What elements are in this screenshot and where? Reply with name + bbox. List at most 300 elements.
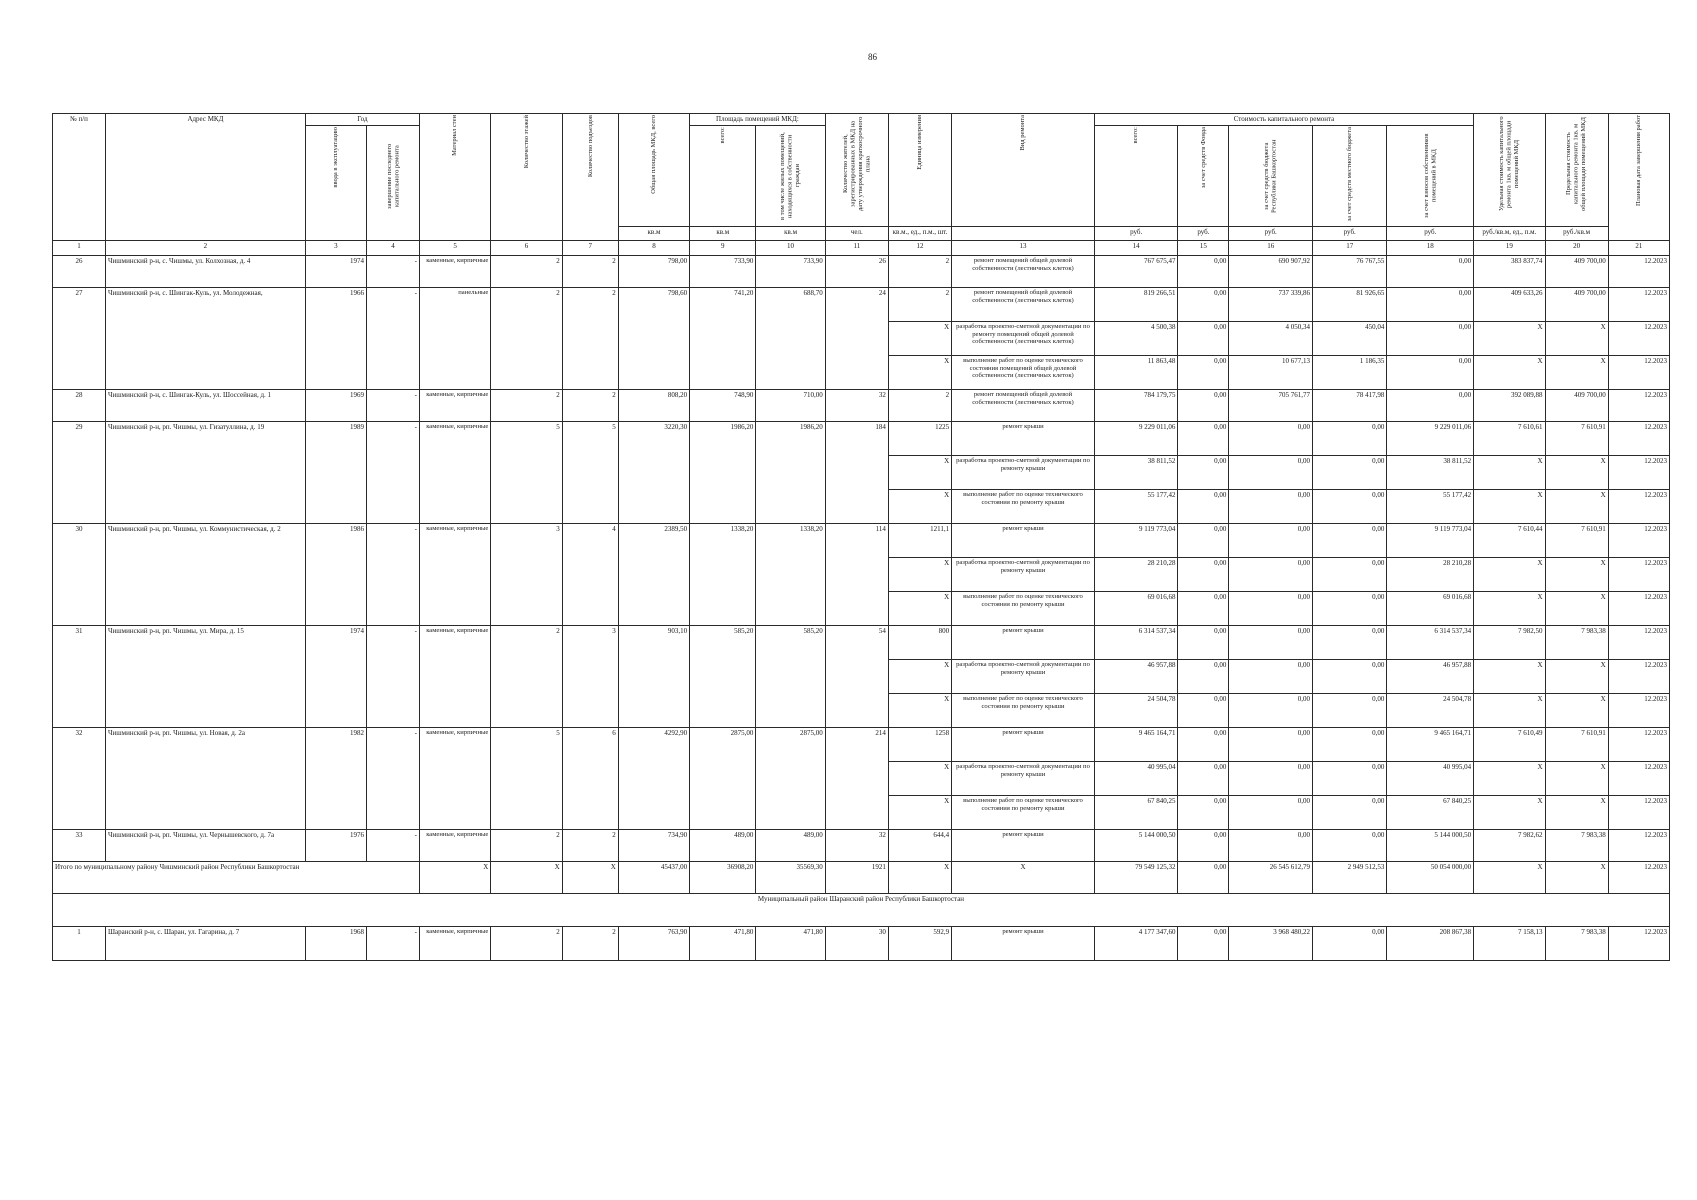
row-material: каменные, кирпичные <box>419 927 490 961</box>
row-address: Чишминский р-н, рп. Чишмы, ул. Гизатуллина, д. 19 <box>106 422 306 524</box>
cost-owners: 9 119 773,04 <box>1387 524 1474 558</box>
work-type: ремонт крыши <box>952 524 1095 558</box>
work-qty: X <box>888 322 951 356</box>
cost-owners: 5 144 000,50 <box>1387 830 1474 862</box>
cost-fund: 0,00 <box>1178 256 1229 288</box>
work-qty: 800 <box>888 626 951 660</box>
planned-date: 12.2023 <box>1608 422 1669 456</box>
cost-local: 0,00 <box>1313 796 1387 830</box>
cost-fund: 0,00 <box>1178 796 1229 830</box>
row-address: Чишминский р-н, с. Шингак-Куль, ул. Молодежная, <box>106 288 306 390</box>
cost-total: 11 863,48 <box>1094 356 1178 390</box>
cost-total: 69 016,68 <box>1094 592 1178 626</box>
work-type: выполнение работ по оценке технического состояния помещений общей долевой собственности (лестничных клеток) <box>952 356 1095 390</box>
row-year: 1976 <box>305 830 366 862</box>
unit-cost: 7 982,62 <box>1474 830 1545 862</box>
row-total-area: 763,90 <box>618 927 689 961</box>
cost-local: 81 926,65 <box>1313 288 1387 322</box>
work-type: разработка проектно-сметной документации по ремонту крыши <box>952 558 1095 592</box>
row-year: 1966 <box>305 288 366 390</box>
max-cost: 409 700,00 <box>1545 288 1608 322</box>
cost-republic: 0,00 <box>1229 796 1313 830</box>
row-area-all: 471,80 <box>690 927 756 961</box>
work-type: разработка проектно-сметной документации по ремонту крыши <box>952 456 1095 490</box>
hdr-year-commission: ввода в эксплуатацию <box>332 127 340 188</box>
planned-date: 12.2023 <box>1608 762 1669 796</box>
hdr-max-cost: Предельная стоимость капитального ремонта 1кв. м общей площади помещений МКД <box>1565 117 1588 211</box>
cost-total: 9 229 011,06 <box>1094 422 1178 456</box>
row-floors: 3 <box>491 524 562 626</box>
cost-republic: 4 050,34 <box>1229 322 1313 356</box>
row-year: 1969 <box>305 390 366 422</box>
cost-republic: 3 968 480,22 <box>1229 927 1313 961</box>
planned-date: 12.2023 <box>1608 694 1669 728</box>
total-republic: 26 545 612,79 <box>1229 862 1313 894</box>
unit-label: руб. <box>1387 227 1474 241</box>
cost-republic: 0,00 <box>1229 694 1313 728</box>
work-qty: 1225 <box>888 422 951 456</box>
row-material: каменные, кирпичные <box>419 524 490 626</box>
hdr-unit-cost: Удельная стоимость капитального ремонта 1кв. м общей площади помещений МКД <box>1498 116 1521 212</box>
work-type: ремонт крыши <box>952 422 1095 456</box>
cost-owners: 0,00 <box>1387 256 1474 288</box>
max-cost: 409 700,00 <box>1545 256 1608 288</box>
max-cost: 7 610,91 <box>1545 422 1608 456</box>
row-floors: 2 <box>491 288 562 390</box>
total-local: 2 949 512,53 <box>1313 862 1387 894</box>
cost-owners: 0,00 <box>1387 390 1474 422</box>
row-residents: 214 <box>825 728 888 830</box>
unit-cost: X <box>1474 322 1545 356</box>
unit-cost: 7 610,44 <box>1474 524 1545 558</box>
unit-label: руб. <box>1094 227 1178 241</box>
cost-fund: 0,00 <box>1178 322 1229 356</box>
row-area-res: 1338,20 <box>756 524 825 626</box>
row-area-res: 2875,00 <box>756 728 825 830</box>
work-qty: X <box>888 660 951 694</box>
column-number: 7 <box>562 241 618 256</box>
column-number: 13 <box>952 241 1095 256</box>
hdr-floors: Количество этажей <box>522 115 530 169</box>
cost-fund: 0,00 <box>1178 694 1229 728</box>
cost-fund: 0,00 <box>1178 456 1229 490</box>
row-residents: 32 <box>825 390 888 422</box>
unit-cost: X <box>1474 356 1545 390</box>
cost-total: 4 500,38 <box>1094 322 1178 356</box>
row-area-all: 489,00 <box>690 830 756 862</box>
row-address: Чишминский р-н, рп. Чишмы, ул. Коммунистическая, д. 2 <box>106 524 306 626</box>
work-type: разработка проектно-сметной документации по ремонту крыши <box>952 762 1095 796</box>
work-qty: 1258 <box>888 728 951 762</box>
column-number: 4 <box>366 241 419 256</box>
planned-date: 12.2023 <box>1608 927 1669 961</box>
unit-label: кв.м <box>690 227 756 241</box>
table-row <box>53 927 1670 961</box>
work-type: ремонт помещений общей долевой собственности (лестничных клеток) <box>952 256 1095 288</box>
unit-cost: 7 610,49 <box>1474 728 1545 762</box>
row-area-all: 1338,20 <box>690 524 756 626</box>
work-type: разработка проектно-сметной документации по ремонту помещений общей долевой собственности (лестничных клеток) <box>952 322 1095 356</box>
cost-total: 38 811,52 <box>1094 456 1178 490</box>
row-number: 31 <box>53 626 106 728</box>
hdr-area-group: Площадь помещений МКД: <box>690 114 826 126</box>
column-number: 1 <box>53 241 106 256</box>
work-qty: 2 <box>888 256 951 288</box>
row-number: 30 <box>53 524 106 626</box>
cost-republic: 0,00 <box>1229 558 1313 592</box>
work-type: ремонт помещений общей долевой собственности (лестничных клеток) <box>952 288 1095 322</box>
cost-local: 0,00 <box>1313 456 1387 490</box>
cost-owners: 28 210,28 <box>1387 558 1474 592</box>
unit-label: руб. <box>1178 227 1229 241</box>
table-row <box>53 288 1670 322</box>
work-qty: X <box>888 356 951 390</box>
row-total-area: 798,60 <box>618 288 689 390</box>
cost-fund: 0,00 <box>1178 830 1229 862</box>
row-last-repair: - <box>366 927 419 961</box>
total-x: X <box>562 862 618 894</box>
unit-cost: 7 158,13 <box>1474 927 1545 961</box>
cost-total: 9 119 773,04 <box>1094 524 1178 558</box>
row-year: 1986 <box>305 524 366 626</box>
cost-republic: 0,00 <box>1229 830 1313 862</box>
cost-total: 46 957,88 <box>1094 660 1178 694</box>
unit-cost: X <box>1474 456 1545 490</box>
unit-cost: X <box>1474 592 1545 626</box>
cost-owners: 0,00 <box>1387 356 1474 390</box>
cost-total: 819 266,51 <box>1094 288 1178 322</box>
unit-cost: X <box>1474 660 1545 694</box>
work-qty: X <box>888 762 951 796</box>
unit-label: кв.м., ед., п.м., шт. <box>888 227 951 241</box>
hdr-year-last-repair: завершение последнего капитального ремонта <box>385 143 400 209</box>
max-cost: X <box>1545 796 1608 830</box>
column-number: 5 <box>419 241 490 256</box>
cost-total: 55 177,42 <box>1094 490 1178 524</box>
cost-fund: 0,00 <box>1178 728 1229 762</box>
hdr-cost-total: всего: <box>1132 127 1140 144</box>
row-entrances: 2 <box>562 927 618 961</box>
total-qty: X <box>888 862 951 894</box>
planned-date: 12.2023 <box>1608 356 1669 390</box>
cost-fund: 0,00 <box>1178 390 1229 422</box>
row-last-repair: - <box>366 830 419 862</box>
max-cost: X <box>1545 558 1608 592</box>
cost-republic: 737 339,86 <box>1229 288 1313 322</box>
row-residents: 114 <box>825 524 888 626</box>
row-entrances: 6 <box>562 728 618 830</box>
row-entrances: 2 <box>562 830 618 862</box>
max-cost: X <box>1545 356 1608 390</box>
cost-local: 78 417,98 <box>1313 390 1387 422</box>
work-type: ремонт крыши <box>952 728 1095 762</box>
unit-label: кв.м <box>618 227 689 241</box>
work-type: ремонт помещений общей долевой собственности (лестничных клеток) <box>952 390 1095 422</box>
work-qty: X <box>888 694 951 728</box>
work-qty: 592,9 <box>888 927 951 961</box>
hdr-area-total: всего: <box>719 127 727 144</box>
page-number: 86 <box>868 52 877 62</box>
column-number: 3 <box>305 241 366 256</box>
row-area-res: 710,00 <box>756 390 825 422</box>
row-total-area: 3220,30 <box>618 422 689 524</box>
total-area-res: 35569,30 <box>756 862 825 894</box>
work-qty: 2 <box>888 288 951 322</box>
hdr-planned-date: Плановая дата завершения работ <box>1635 115 1643 207</box>
total-date: 12.2023 <box>1608 862 1669 894</box>
cost-total: 5 144 000,50 <box>1094 830 1178 862</box>
unit-label: руб./кв.м, ед., п.м. <box>1474 227 1545 241</box>
row-total-area: 798,00 <box>618 256 689 288</box>
cost-local: 1 186,35 <box>1313 356 1387 390</box>
cost-owners: 0,00 <box>1387 288 1474 322</box>
cost-owners: 38 811,52 <box>1387 456 1474 490</box>
cost-local: 0,00 <box>1313 762 1387 796</box>
column-number: 8 <box>618 241 689 256</box>
cost-local: 0,00 <box>1313 626 1387 660</box>
cost-republic: 0,00 <box>1229 626 1313 660</box>
row-last-repair: - <box>366 256 419 288</box>
hdr-cost-fund: за счет средств Фонда <box>1199 127 1207 189</box>
row-number: 28 <box>53 390 106 422</box>
cost-fund: 0,00 <box>1178 490 1229 524</box>
hdr-unit: Единица измерения <box>916 115 924 170</box>
work-type: выполнение работ по оценке технического состояния по ремонту крыши <box>952 694 1095 728</box>
hdr-no: № п/п <box>53 114 106 241</box>
cost-fund: 0,00 <box>1178 660 1229 694</box>
cost-local: 76 767,55 <box>1313 256 1387 288</box>
cost-local: 0,00 <box>1313 660 1387 694</box>
hdr-total-area: Общая площадь МКД, всего <box>650 115 658 194</box>
total-max-cost: X <box>1545 862 1608 894</box>
column-number: 2 <box>106 241 306 256</box>
column-number: 15 <box>1178 241 1229 256</box>
cost-owners: 9 465 164,71 <box>1387 728 1474 762</box>
row-total-area: 4292,90 <box>618 728 689 830</box>
row-material: каменные, кирпичные <box>419 728 490 830</box>
max-cost: X <box>1545 762 1608 796</box>
row-floors: 2 <box>491 830 562 862</box>
unit-cost: X <box>1474 762 1545 796</box>
row-entrances: 2 <box>562 256 618 288</box>
row-entrances: 4 <box>562 524 618 626</box>
cost-local: 0,00 <box>1313 592 1387 626</box>
work-qty: X <box>888 490 951 524</box>
hdr-area-residential: в том числе жилых помещений, находящихся в собственности граждан <box>779 132 802 220</box>
unit-label-blank <box>952 227 1095 241</box>
cost-total: 6 314 537,34 <box>1094 626 1178 660</box>
unit-cost: 383 837,74 <box>1474 256 1545 288</box>
row-last-repair: - <box>366 626 419 728</box>
unit-cost: 409 633,26 <box>1474 288 1545 322</box>
column-number: 6 <box>491 241 562 256</box>
row-material: каменные, кирпичные <box>419 830 490 862</box>
cost-owners: 208 867,38 <box>1387 927 1474 961</box>
planned-date: 12.2023 <box>1608 524 1669 558</box>
row-entrances: 2 <box>562 390 618 422</box>
row-number: 26 <box>53 256 106 288</box>
max-cost: 7 610,91 <box>1545 524 1608 558</box>
unit-cost: X <box>1474 694 1545 728</box>
row-total-area: 2389,50 <box>618 524 689 626</box>
column-number: 11 <box>825 241 888 256</box>
total-area-all: 36908,20 <box>690 862 756 894</box>
row-area-all: 733,90 <box>690 256 756 288</box>
max-cost: 7 983,38 <box>1545 626 1608 660</box>
row-floors: 2 <box>491 390 562 422</box>
cost-republic: 0,00 <box>1229 728 1313 762</box>
cost-republic: 10 677,13 <box>1229 356 1313 390</box>
row-address: Чишминский р-н, рп. Чишмы, ул. Мира, д. 15 <box>106 626 306 728</box>
cost-owners: 6 314 537,34 <box>1387 626 1474 660</box>
planned-date: 12.2023 <box>1608 728 1669 762</box>
row-year: 1989 <box>305 422 366 524</box>
unit-cost: 392 089,88 <box>1474 390 1545 422</box>
row-address: Чишминский р-н, с. Шингак-Куль, ул. Шоссейная, д. 1 <box>106 390 306 422</box>
cost-owners: 55 177,42 <box>1387 490 1474 524</box>
row-number: 27 <box>53 288 106 390</box>
cost-local: 0,00 <box>1313 558 1387 592</box>
unit-cost: X <box>1474 490 1545 524</box>
table-row <box>53 626 1670 660</box>
total-row <box>53 862 1670 894</box>
column-number: 14 <box>1094 241 1178 256</box>
row-material: каменные, кирпичные <box>419 422 490 524</box>
row-material: каменные, кирпичные <box>419 256 490 288</box>
total-type: X <box>952 862 1095 894</box>
table-row <box>53 422 1670 456</box>
work-type: ремонт крыши <box>952 830 1095 862</box>
row-number: 32 <box>53 728 106 830</box>
total-owners: 50 054 000,00 <box>1387 862 1474 894</box>
row-floors: 2 <box>491 256 562 288</box>
row-address: Шаранский р-н, с. Шаран, ул. Гагарина, д. 7 <box>106 927 306 961</box>
table-row <box>53 830 1670 862</box>
cost-total: 40 995,04 <box>1094 762 1178 796</box>
work-type: выполнение работ по оценке технического состояния по ремонту крыши <box>952 796 1095 830</box>
cost-owners: 40 995,04 <box>1387 762 1474 796</box>
row-residents: 184 <box>825 422 888 524</box>
cost-owners: 69 016,68 <box>1387 592 1474 626</box>
hdr-residents: Количество жителей, зарегистрированных в МКД на дату утверждения краткосрочного плана <box>841 116 872 212</box>
max-cost: 7 983,38 <box>1545 830 1608 862</box>
hdr-work-type: Вид ремонта <box>1019 115 1027 151</box>
cost-local: 0,00 <box>1313 927 1387 961</box>
row-last-repair: - <box>366 422 419 524</box>
hdr-cost-owners: за счет взносов собственников помещений в МКД <box>1422 133 1438 219</box>
row-last-repair: - <box>366 288 419 390</box>
row-area-all: 741,20 <box>690 288 756 390</box>
work-qty: 644,4 <box>888 830 951 862</box>
total-residents: 1921 <box>825 862 888 894</box>
row-area-res: 733,90 <box>756 256 825 288</box>
work-qty: 1211,1 <box>888 524 951 558</box>
row-entrances: 3 <box>562 626 618 728</box>
max-cost: X <box>1545 490 1608 524</box>
max-cost: 409 700,00 <box>1545 390 1608 422</box>
cost-republic: 0,00 <box>1229 456 1313 490</box>
unit-cost: X <box>1474 558 1545 592</box>
hdr-material: Материал стен <box>451 115 459 156</box>
cost-republic: 690 907,92 <box>1229 256 1313 288</box>
max-cost: X <box>1545 660 1608 694</box>
row-area-res: 471,80 <box>756 927 825 961</box>
planned-date: 12.2023 <box>1608 626 1669 660</box>
cost-fund: 0,00 <box>1178 626 1229 660</box>
unit-label: кв.м <box>756 227 825 241</box>
column-number: 18 <box>1387 241 1474 256</box>
row-total-area: 903,10 <box>618 626 689 728</box>
row-material: каменные, кирпичные <box>419 390 490 422</box>
row-area-res: 585,20 <box>756 626 825 728</box>
max-cost: X <box>1545 322 1608 356</box>
row-residents: 54 <box>825 626 888 728</box>
cost-republic: 0,00 <box>1229 422 1313 456</box>
planned-date: 12.2023 <box>1608 456 1669 490</box>
planned-date: 12.2023 <box>1608 660 1669 694</box>
cost-total: 767 675,47 <box>1094 256 1178 288</box>
total-label: Итого по муниципальному району Чишминский район Республики Башкортостан <box>53 862 420 894</box>
max-cost: 7 983,38 <box>1545 927 1608 961</box>
row-floors: 5 <box>491 422 562 524</box>
work-qty: X <box>888 456 951 490</box>
total-x: X <box>419 862 490 894</box>
row-number: 33 <box>53 830 106 862</box>
cost-total: 24 504,78 <box>1094 694 1178 728</box>
column-number: 17 <box>1313 241 1387 256</box>
row-residents: 24 <box>825 288 888 390</box>
column-number: 16 <box>1229 241 1313 256</box>
cost-local: 0,00 <box>1313 830 1387 862</box>
cost-republic: 0,00 <box>1229 524 1313 558</box>
row-area-all: 1986,20 <box>690 422 756 524</box>
row-floors: 2 <box>491 626 562 728</box>
row-entrances: 2 <box>562 288 618 390</box>
cost-republic: 0,00 <box>1229 762 1313 796</box>
cost-total: 4 177 347,60 <box>1094 927 1178 961</box>
planned-date: 12.2023 <box>1608 592 1669 626</box>
row-year: 1982 <box>305 728 366 830</box>
work-type: выполнение работ по оценке технического состояния по ремонту крыши <box>952 490 1095 524</box>
cost-fund: 0,00 <box>1178 558 1229 592</box>
cost-owners: 46 957,88 <box>1387 660 1474 694</box>
work-qty: X <box>888 592 951 626</box>
cost-republic: 0,00 <box>1229 660 1313 694</box>
cost-local: 0,00 <box>1313 524 1387 558</box>
row-residents: 32 <box>825 830 888 862</box>
row-area-res: 688,70 <box>756 288 825 390</box>
total-area: 45437,00 <box>618 862 689 894</box>
row-last-repair: - <box>366 728 419 830</box>
cost-owners: 9 229 011,06 <box>1387 422 1474 456</box>
cost-fund: 0,00 <box>1178 524 1229 558</box>
row-total-area: 808,20 <box>618 390 689 422</box>
hdr-entrances: Количество подъездов <box>586 115 594 178</box>
row-material: панельные <box>419 288 490 390</box>
cost-owners: 24 504,78 <box>1387 694 1474 728</box>
work-qty: 2 <box>888 390 951 422</box>
table-row <box>53 256 1670 288</box>
cost-republic: 0,00 <box>1229 592 1313 626</box>
total-x: X <box>491 862 562 894</box>
section-row <box>53 894 1670 927</box>
row-address: Чишминский р-н, с. Чишмы, ул. Колхозная, д. 4 <box>106 256 306 288</box>
table-row <box>53 390 1670 422</box>
capital-repair-table <box>52 113 1670 961</box>
row-floors: 2 <box>491 927 562 961</box>
cost-total: 67 840,25 <box>1094 796 1178 830</box>
unit-cost: 7 982,50 <box>1474 626 1545 660</box>
